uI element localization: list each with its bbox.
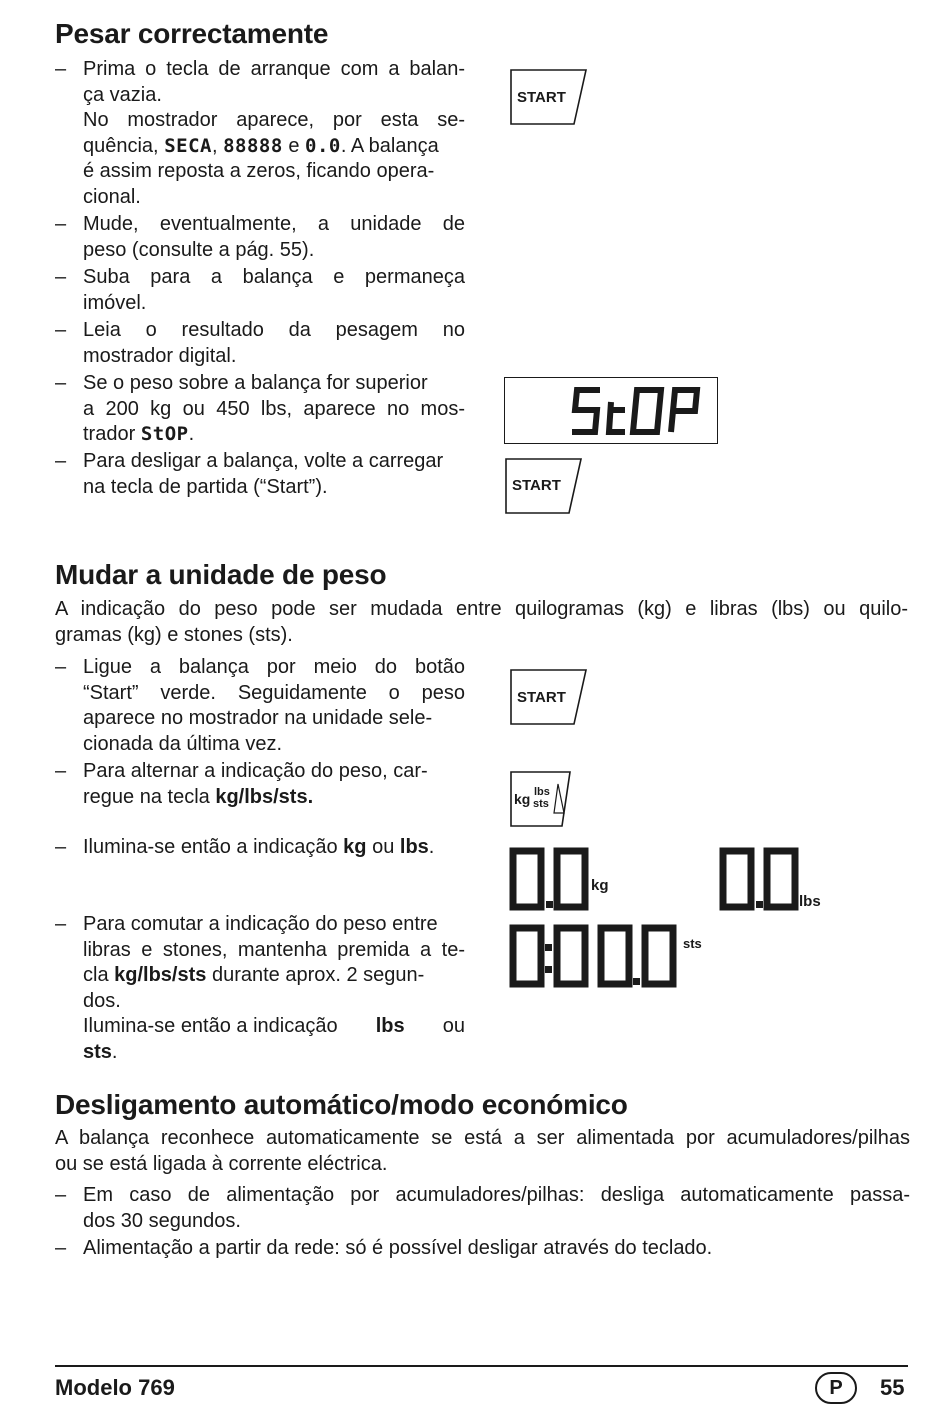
unit-key-illustration <box>510 770 572 828</box>
lcd-display-stop <box>504 377 718 444</box>
lcd-seq-zero: 0.0 <box>305 134 341 157</box>
list-item: – Ilumina-se então a indicação kg ou lbs. <box>55 836 435 858</box>
list-item <box>55 57 465 210</box>
item-text: é assim reposta a zeros, ficando opera- <box>83 160 435 182</box>
colon-dot <box>545 966 552 973</box>
decimal-point <box>756 901 763 908</box>
list-item: – Alimentação a partir da rede: só é possível desligar através do teclado. <box>55 1237 713 1259</box>
item-text: Prima o tecla de arranque com a balan- <box>83 58 465 80</box>
start-button-illustration <box>510 668 588 726</box>
lcd-display-lbs <box>715 845 835 917</box>
unit-label-lbs: lbs <box>799 893 821 910</box>
decimal-point <box>633 978 640 985</box>
lcd-display-kg <box>505 845 625 913</box>
list-item: – Mude, eventualmente, a unidade de peso (consulte a pág. 55). <box>55 213 465 261</box>
list-item: – Leia o resultado da pesagem no mostrador digital. <box>55 319 465 367</box>
section-heading-weigh: Pesar correctamente <box>55 18 329 49</box>
footer-rule <box>55 1365 908 1367</box>
list-item: – Se o peso sobre a balança for superior a 200 kg ou 450 lbs, aparece no mos- trador StOP. <box>55 372 465 445</box>
stop-lcd-graphic <box>505 378 717 443</box>
unit-key-lbs: lbs <box>534 786 550 798</box>
list-item: – Suba para a balança e permaneça imóvel. <box>55 266 465 314</box>
list-item: – Para comutar a indicação do peso entre libras e stones, mantenha premida a te- cla kg/lbs/sts durante aprox. 2 segun- dos. Ilumina-se então a indicação lbs ou sts. <box>55 913 465 1063</box>
lcd-stop-inline: StOP <box>140 423 189 445</box>
item-text: cional. <box>83 185 141 208</box>
start-label: START <box>517 689 566 706</box>
unit-label-sts: sts <box>683 936 702 951</box>
sequence-line: quência, SECA, 88888 e 0.0. A balança <box>83 134 439 157</box>
section-heading-unit: Mudar a unidade de peso <box>55 559 387 590</box>
lcd-seq-88888: 88888 <box>223 134 283 157</box>
start-button-illustration <box>505 457 583 515</box>
list-item: – Para desligar a balança, volte a carregar na tecla de partida (“Start”). <box>55 450 444 498</box>
unit-key-sts: sts <box>533 798 549 810</box>
section-heading-auto-off: Desligamento automático/modo económico <box>55 1089 628 1120</box>
language-badge: P <box>815 1372 857 1404</box>
list-item: – Em caso de alimentação por acumuladores/pilhas: desliga automaticamente passa- dos 30 segundos. <box>55 1184 910 1232</box>
start-button-illustration <box>510 68 588 126</box>
section-intro: A indicação do peso pode ser mudada entre quilogramas (kg) e libras (lbs) ou quilo- gramas (kg) e stones (sts). <box>55 598 908 646</box>
lcd-seq-seca: SECA <box>164 134 212 157</box>
footer-model: Modelo 769 <box>55 1375 175 1400</box>
list-dash: – <box>55 58 67 80</box>
lcd-display-sts <box>505 922 715 992</box>
list-item: – Para alternar a indicação do peso, car- regue na tecla kg/lbs/sts. <box>55 760 428 808</box>
decimal-point <box>546 901 553 908</box>
colon-dot <box>545 944 552 951</box>
unit-label-kg: kg <box>591 877 609 894</box>
start-label: START <box>517 89 566 106</box>
unit-key-kg: kg <box>514 791 531 807</box>
start-label: START <box>512 477 561 494</box>
item-text: No mostrador aparece, por esta se- <box>83 109 465 131</box>
list-item: – Ligue a balança por meio do botão “Start” verde. Seguidamente o peso aparece no mostrador na unidade sele- cionada da última vez. <box>55 656 465 755</box>
section-intro: A balança reconhece automaticamente se está a ser alimentada por acumuladores/pilhas ou se está ligada à corrente eléctrica. <box>55 1127 910 1175</box>
item-text: ça vazia. <box>83 83 162 106</box>
page-number: 55 <box>880 1375 905 1400</box>
